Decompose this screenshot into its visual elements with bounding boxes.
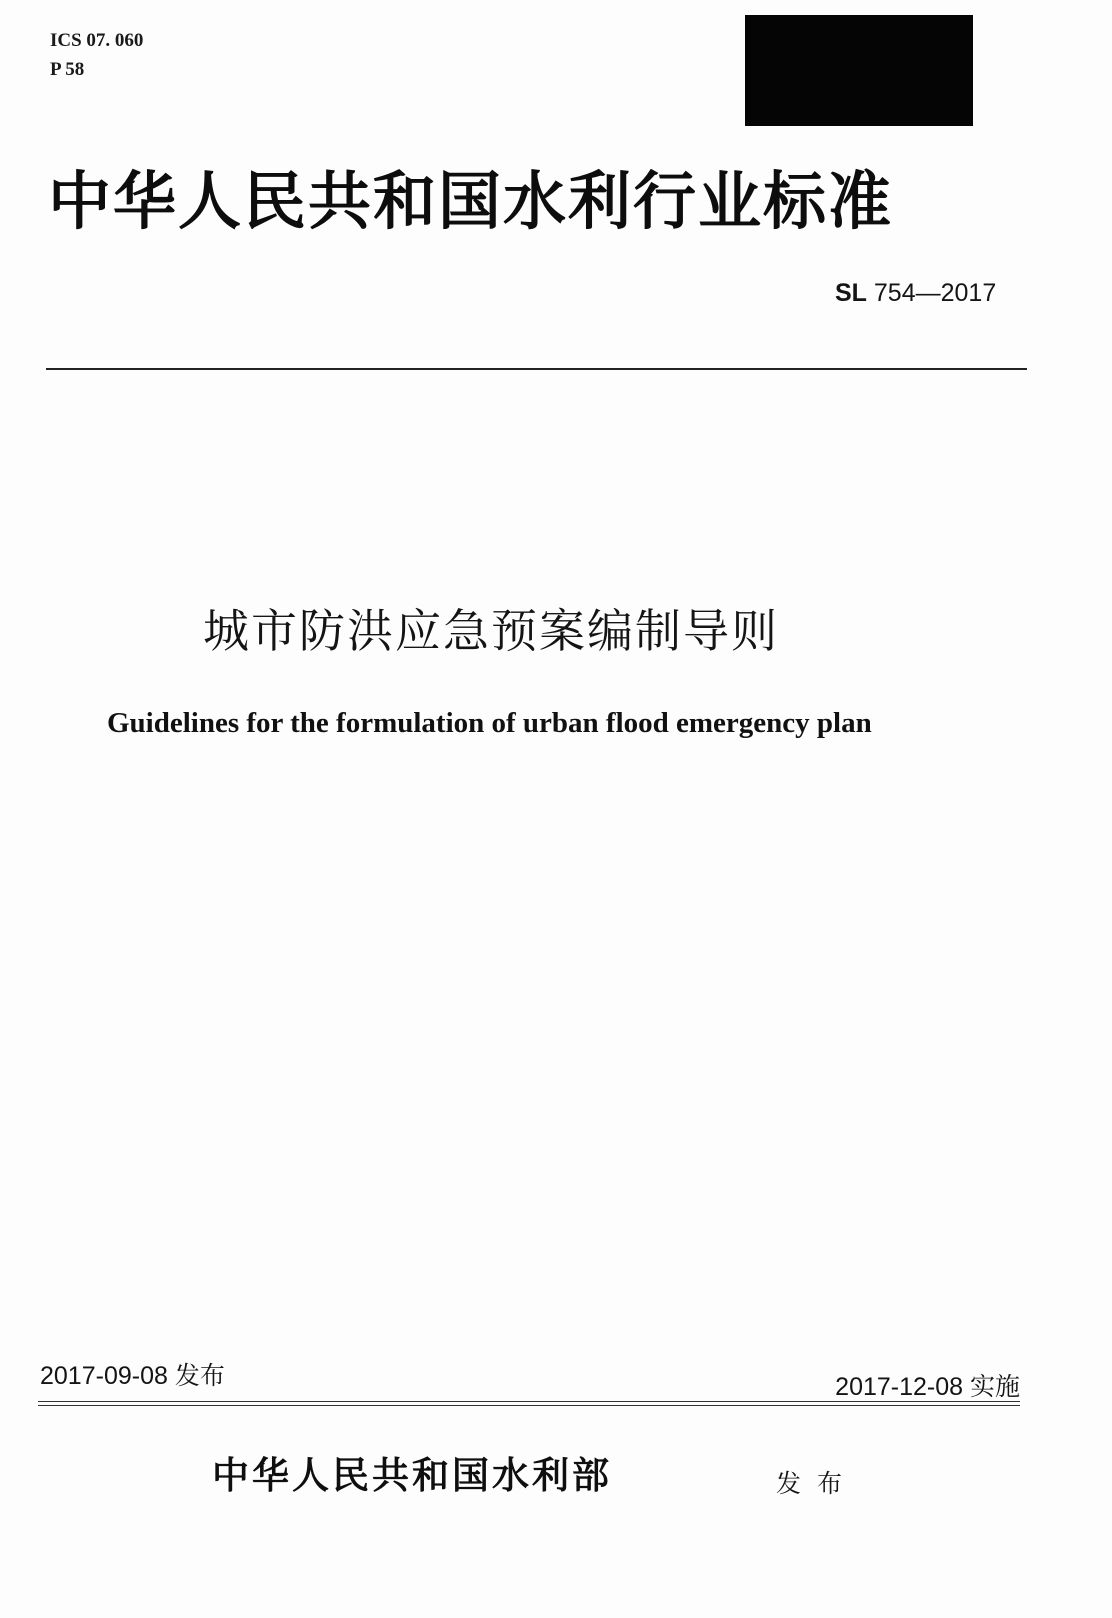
- bottom-divider: [38, 1401, 1020, 1406]
- publisher-name: 中华人民共和国水利部: [212, 1453, 612, 1497]
- standard-code: SL: [835, 279, 867, 307]
- publish-label: 发布: [776, 1469, 859, 1498]
- ics-code: ICS 07. 060: [50, 30, 144, 51]
- standard-number: [835, 277, 996, 309]
- implementation-date: 2017-12-08 实施: [835, 1373, 1020, 1401]
- issue-date: 2017-09-08 发布: [40, 1362, 225, 1390]
- document-title-en: Guidelines for the formulation of urban flood emergency plan: [107, 707, 872, 739]
- classification-block: [50, 26, 143, 84]
- ministry-standard-heading: 中华人民共和国水利行业标准: [48, 164, 893, 238]
- document-title-cn: 城市防洪应急预案编制导则: [203, 604, 779, 658]
- standard-number-value: 754—2017: [873, 279, 997, 307]
- top-divider: [46, 368, 1027, 370]
- redaction-block: [745, 15, 973, 126]
- classification-code: P 58: [50, 59, 85, 80]
